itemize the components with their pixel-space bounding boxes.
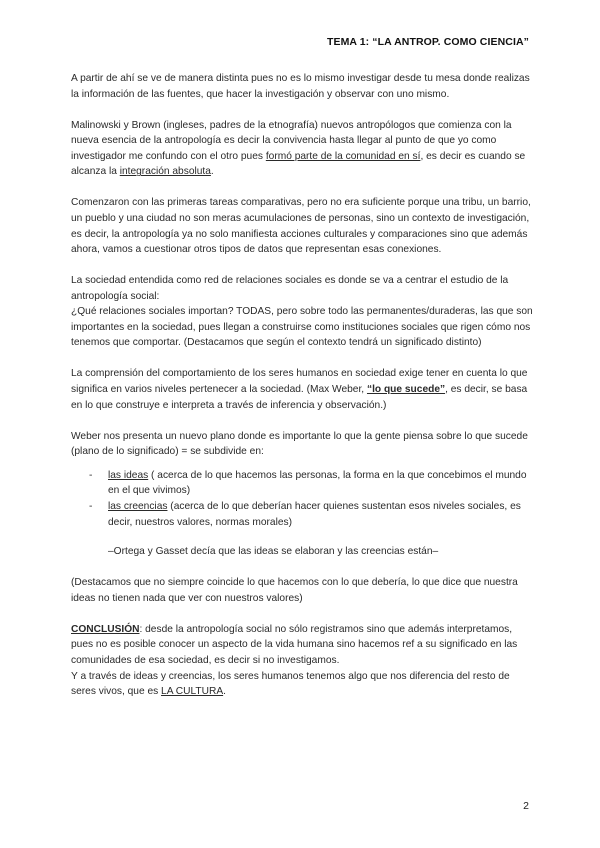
underlined-la-cultura: LA CULTURA [161, 686, 224, 698]
paragraph-6: Weber nos presenta un nuevo plano donde es importante lo que la gente piensa sobre lo que sucede (plano de lo significado) = se subdivide en: [71, 430, 528, 458]
bold-underlined-lo-que-sucede: “lo que sucede” [366, 384, 446, 396]
list-item-term: las creencias [108, 501, 168, 513]
list-item-description: (acerca de lo que deberían hacer quienes sustentan esos niveles sociales, es decir, nuestros valores, normas morales) [108, 501, 521, 528]
underlined-phrase-integracion: integración absoluta [119, 166, 211, 178]
paragraph-2-text-b: , es decir es cuando se alcanza la [71, 150, 526, 178]
paragraph-3: Comenzaron con las primeras tareas comparativas, pero no era suficiente porque una tribu, un barrio, un pueblo y una ciudad no son meras acumulaciones de personas, sino un contexto de investigación, es decir, la antropología ya no solo manifiesta acciones culturales y comparaciones sino que además ahora, vamos a cuestionar otros tipos de datos que representan esas conexiones. [71, 197, 531, 256]
paragraph-7: (Destacamos que no siempre coincide lo que hacemos con lo que debería, lo que dice que nuestra ideas no tienen nada que ver con nuestros valores) [71, 577, 518, 604]
paragraph-5 [71, 366, 533, 413]
list-dash: - [89, 469, 93, 481]
list-item-term: las ideas [108, 469, 149, 481]
list-item [71, 468, 533, 499]
conclusion-text-c: . [223, 686, 226, 698]
paragraph-2-text-a: Malinowski y Brown (ingleses, padres de la etnografía) nuevos antropólogos que comienza con la nueva esencia de la antropología es decir la convivencia hasta llegar al punto de que yo como investigador me confundo con el otro pues [71, 119, 512, 162]
ortega-gasset-quote: –Ortega y Gasset decía que las ideas se elaboran y las creencias están– [108, 546, 439, 558]
document-body [71, 71, 533, 715]
conclusion-label: CONCLUSIÓN [71, 623, 140, 635]
paragraph-4 [71, 273, 533, 351]
subdivision-list [71, 468, 533, 530]
list-item-description: ( acerca de lo que hacemos las personas, la forma en la que concebimos el mundo en el que vivimos) [108, 469, 527, 497]
paragraph-4-intro: La sociedad entendida como red de relaciones sociales es donde se va a centrar el estudio de la antropología social: [71, 275, 509, 302]
paragraph-5-text-a: La comprensión del comportamiento de los seres humanos en sociedad exige tener en cuenta lo que significa en varios niveles pertenecer a la sociedad. (Max Weber, [71, 368, 528, 396]
conclusion-paragraph [71, 622, 533, 700]
paragraph-5-text-c: , es decir, se basa en lo que construye e interpreta a través de inferencia y observación.) [71, 384, 528, 411]
page-number: 2 [523, 800, 529, 812]
conclusion-text-b: Y a través de ideas y creencias, los seres humanos tenemos algo que nos diferencia del resto de seres vivos, que es [71, 670, 510, 698]
conclusion-text: : desde la antropología social no sólo registramos sino que además interpretamos, pues no es posible conocer un aspecto de la vida humana sino hacemos ref a su significado en las comunidades de esa sociedad, es decir si no investigamos. [71, 623, 518, 666]
underlined-phrase-comunidad: formó parte de la comunidad en sí [265, 150, 421, 162]
paragraph-4-question: ¿Qué relaciones sociales importan? TODAS, pero sobre todo las permanentes/duraderas, las que son importantes en la sociedad, pues llegan a construirse como instituciones sociales que rigen cómo nos tenemos que comportar. (Destacamos que según el contexto tendrá un significado distinto) [71, 306, 533, 349]
list-item [71, 499, 533, 530]
paragraph-2 [71, 118, 533, 180]
paragraph-1: A partir de ahí se ve de manera distinta pues no es lo mismo investigar desde tu mesa donde realizas la información de las fuentes, que hacer la investigación y observar con uno mismo. [71, 73, 530, 100]
paragraph-2-text-c: . [210, 166, 214, 178]
page-header-title: TEMA 1: “LA ANTROP. COMO CIENCIA” [326, 36, 529, 48]
list-dash: - [89, 501, 93, 513]
